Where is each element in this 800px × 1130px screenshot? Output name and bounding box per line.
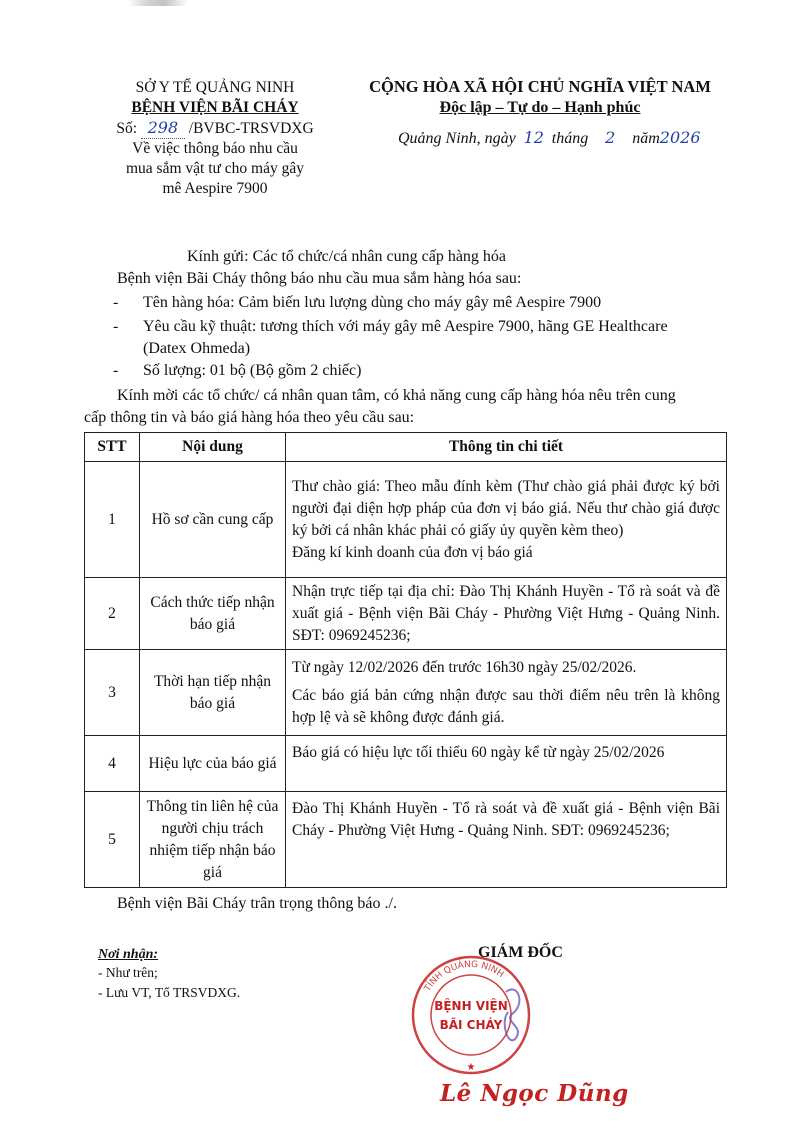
row-content: Thông tin liên hệ của người chịu trách nhiệm tiếp nhận báo giá xyxy=(140,792,286,888)
subject-line-2: mua sắm vật tư cho máy gây xyxy=(126,160,304,177)
scan-artifact xyxy=(128,0,188,6)
row-content: Hiệu lực của báo giá xyxy=(140,736,286,792)
row-stt: 5 xyxy=(85,792,140,888)
item-name: Tên hàng hóa: Cảm biến lưu lượng dùng cho máy gây mê Aespire 7900 xyxy=(143,294,602,311)
handwritten-year: 2026 xyxy=(659,128,701,147)
recipient-line: - Như trên; xyxy=(98,965,158,980)
row-details: Báo giá có hiệu lực tối thiểu 60 ngày kể từ ngày 25/02/2026 xyxy=(286,736,727,792)
seal-ring-text: TỈNH QUẢNG NINH xyxy=(422,959,506,994)
recipients-label: Nơi nhận: xyxy=(98,947,159,962)
handwritten-month: 2 xyxy=(605,128,616,147)
row-content: Cách thức tiếp nhận báo giá xyxy=(140,578,286,650)
header-stt: STT xyxy=(85,433,140,462)
table-row xyxy=(85,736,727,792)
table-row xyxy=(85,462,727,578)
row-stt: 4 xyxy=(85,736,140,792)
invite-line-1: Kính mời các tổ chức/ cá nhân quan tâm, có khả năng cung cấp hàng hóa nêu trên cung xyxy=(117,387,676,404)
header-content: Nội dung xyxy=(140,433,286,462)
signer-title: GIÁM ĐỐC xyxy=(478,944,563,961)
signer-name: Lê Ngọc Dũng xyxy=(440,1080,629,1107)
table-header-row xyxy=(85,433,727,462)
row-stt: 2 xyxy=(85,578,140,650)
table-row xyxy=(85,650,727,736)
item-quantity: Số lượng: 01 bộ (Bộ gồm 2 chiếc) xyxy=(143,362,362,379)
intro-line: Bệnh viện Bãi Cháy thông báo nhu cầu mua sắm hàng hóa sau: xyxy=(117,270,522,287)
subject-line-1: Về việc thông báo nhu cầu xyxy=(132,140,298,157)
row-details: Từ ngày 12/02/2026 đến trước 16h30 ngày 25/02/2026. Các báo giá bản cứng nhận được sau thời điểm nêu trên là không hợp lệ và sẽ không được đánh giá. xyxy=(286,650,727,736)
place-date: Quảng Ninh, ngày 12 tháng 2 năm2026 xyxy=(398,128,701,147)
bullet: - xyxy=(113,294,119,311)
recipient-line: - Lưu VT, Tổ TRSVDXG. xyxy=(98,985,241,1000)
republic-title: CỘNG HÒA XÃ HỘI CHỦ NGHĨA VIỆT NAM xyxy=(369,77,711,96)
handwritten-day: 12 xyxy=(523,128,544,147)
table-row xyxy=(85,578,727,650)
svg-text:★: ★ xyxy=(466,1062,476,1073)
item-requirement: Yêu cầu kỹ thuật: tương thích với máy gây mê Aespire 7900, hãng GE Healthcare xyxy=(143,318,668,335)
official-seal xyxy=(408,952,534,1078)
row-details: Đào Thị Khánh Huyền - Tổ rà soát và đề xuất giá - Bệnh viện Bãi Cháy - Phường Việt Hưng - Quảng Ninh. SĐT: 0969245236; xyxy=(286,792,727,888)
handwritten-ref-number: 298 xyxy=(141,118,185,139)
reference-number: Số: 298 /BVBC-TRSVDXG xyxy=(116,118,314,137)
header-right xyxy=(345,76,735,118)
header-details: Thông tin chi tiết xyxy=(286,433,727,462)
table-row xyxy=(85,792,727,888)
closing-line: Bệnh viện Bãi Cháy trân trọng thông báo ./. xyxy=(117,895,397,912)
row-details: Thư chào giá: Theo mẫu đính kèm (Thư chào giá phải được ký bởi người đại diện hợp pháp của đơn vị báo giá. Nếu thư chào giá được ký bởi cá nhân khác phải có giấy ủy quyền kèm theo) Đăng kí kinh doanh của đơn vị báo giá xyxy=(286,462,727,578)
bullet: - xyxy=(113,362,119,379)
row-content: Thời hạn tiếp nhận báo giá xyxy=(140,650,286,736)
subject-line-3: mê Aespire 7900 xyxy=(162,180,268,197)
seal-line-2: BÃI CHÁY xyxy=(439,1018,503,1032)
row-details: Nhận trực tiếp tại địa chỉ: Đào Thị Khánh Huyền - Tổ rà soát và đề xuất giá - Bệnh viện Bãi Cháy - Phường Việt Hưng - Quảng Ninh. SĐT: 0969245236; xyxy=(286,578,727,650)
row-content: Hồ sơ cần cung cấp xyxy=(140,462,286,578)
recipient-line: Kính gửi: Các tổ chức/cá nhân cung cấp hàng hóa xyxy=(187,248,507,265)
bullet: - xyxy=(113,318,119,335)
seal-line-1: BỆNH VIỆN xyxy=(434,999,508,1013)
info-table xyxy=(84,432,727,888)
recipients-block xyxy=(98,946,240,1001)
item-requirement-cont: (Datex Ohmeda) xyxy=(143,340,251,357)
header-left xyxy=(85,78,345,199)
invite-line-2: cấp thông tin và báo giá hàng hóa theo yêu cầu sau: xyxy=(84,409,415,426)
motto: Độc lập – Tự do – Hạnh phúc xyxy=(439,99,641,116)
row-stt: 3 xyxy=(85,650,140,736)
hospital-name: BỆNH VIỆN BÃI CHÁY xyxy=(131,99,299,116)
department-name: SỞ Y TẾ QUẢNG NINH xyxy=(135,79,295,96)
row-stt: 1 xyxy=(85,462,140,578)
